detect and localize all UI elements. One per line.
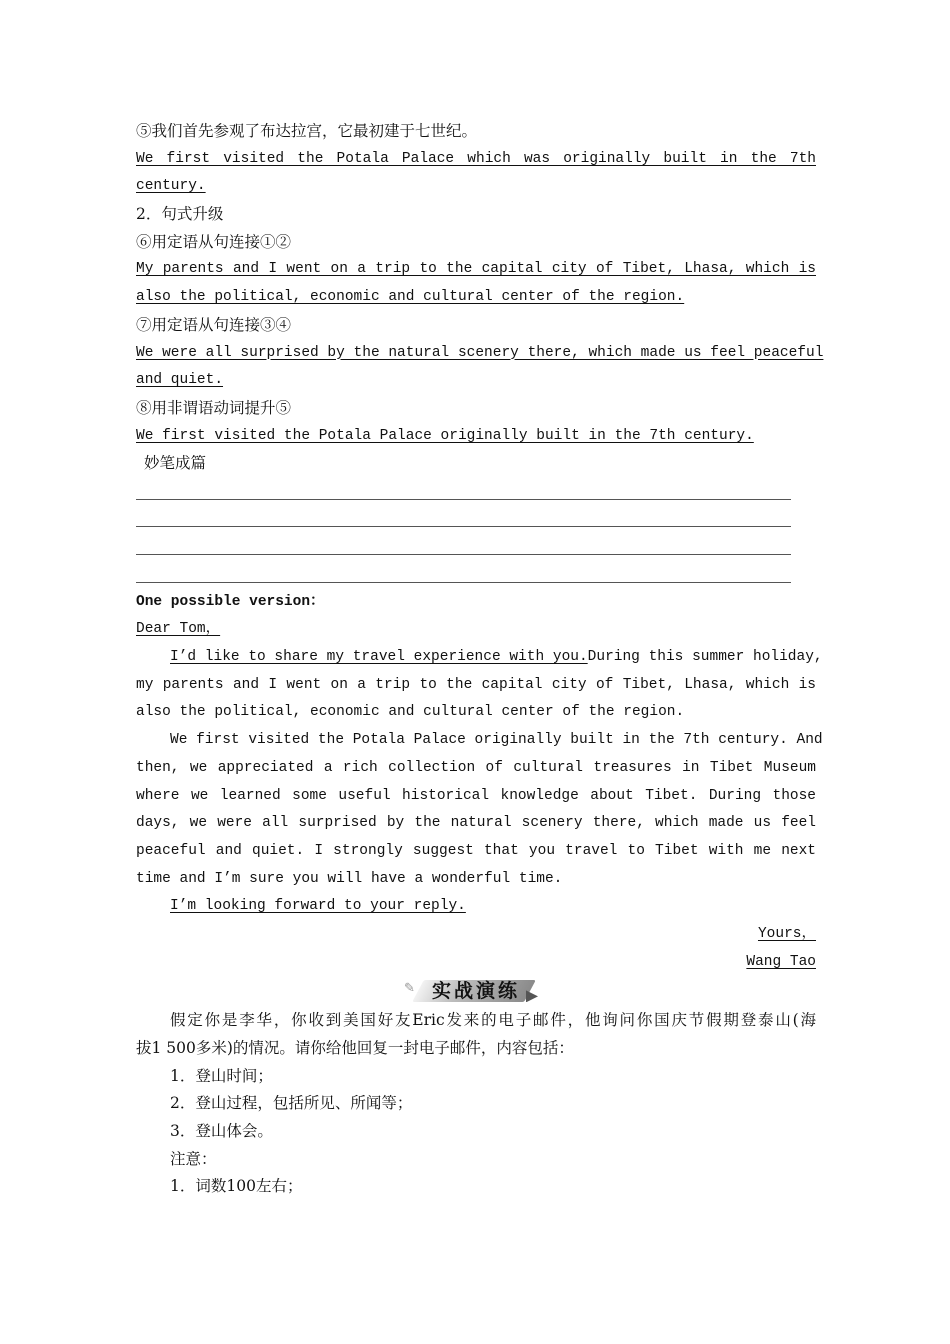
writing-blank-line [136,478,816,506]
letter-signature: Wang Tao [746,953,816,970]
letter-greeting: Dear Tom， [136,621,221,638]
document-page [136,118,824,1201]
writing-heading: 妙笔成篇 [144,454,207,473]
writing-blank-line [136,506,816,534]
letter-closing-line: I’m looking forward to your reply. [170,898,466,915]
answer-8-line1: We first visited the Potala Palace originally built in the 7th century. [136,427,754,444]
version-heading: One possible version： [136,593,325,610]
answer-7-line1: We were all surprised by the natural scenery there, which made us feel peaceful [136,344,824,361]
banner-arrow-icon [526,990,538,1002]
task-item-2: 2．登山过程，包括所见、所闻等； [170,1094,413,1113]
letter-sign-off: Yours， [757,925,816,942]
task-item-1: 1．登山时间； [170,1066,273,1085]
task-line2: 拔1 500多米)的情况。请你给他回复一封电子邮件，内容包括： [136,1039,574,1057]
exercise-6-prompt: ⑥用定语从句连接①② [136,232,292,251]
letter-p1-line2: my parents and I went on a trip to the capital city of Tibet, Lhasa, which is [136,676,816,693]
pencil-icon: ✎ [404,981,415,997]
answer-6-line1: My parents and I went on a trip to the capital city of Tibet, Lhasa, which is [136,261,816,278]
answer-6-line2: also the political, economic and cultural center of the region. [136,289,685,306]
section-title: 实战演练 [431,980,520,1003]
letter-p1-line3: also the political, economic and cultural center of the region. [136,704,685,721]
task-item-3: 3．登山体会。 [170,1122,273,1141]
practice-section-banner [136,976,816,1007]
task-line1: 假定你是李华，你收到美国好友Eric发来的电子邮件，他询问你国庆节假期登泰山(海 [170,1011,816,1030]
letter-p2-line3: where we learned some useful historical knowledge about Tibet. During those [136,787,816,804]
task-note-heading: 注意： [170,1149,217,1168]
answer-7-line2: and quiet. [136,372,224,389]
task-note-1: 1．词数100左右； [170,1177,303,1196]
writing-blank-line [136,561,816,589]
exercise-7-prompt: ⑦用定语从句连接③④ [136,315,292,334]
answer-5-line1: We first visited the Potala Palace which was originally built in the 7th [136,150,816,167]
letter-p2-line4: days, we were all surprised by the natural scenery there, which made us feel [136,815,816,832]
letter-p2-line6: time and I’m sure you will have a wonderful time. [136,870,563,887]
writing-blank-line [136,533,816,561]
letter-p2-line1: We first visited the Potala Palace originally built in the 7th century. And [170,732,823,749]
letter-p1-line1: I’d like to share my travel experience with you.During this summer holiday, [170,649,823,666]
section-sentence-upgrade: 2．句式升级 [136,205,224,224]
exercise-5-prompt: ⑤我们首先参观了布达拉宫，它最初建于七世纪。 [136,122,478,140]
answer-5-line2: century. [136,178,206,195]
letter-p2-line2: then, we appreciated a rich collection of cultural treasures in Tibet Museum [136,759,816,776]
exercise-8-prompt: ⑧用非谓语动词提升⑤ [136,398,292,417]
letter-p2-line5: peaceful and quiet. I strongly suggest that you travel to Tibet with me next [136,842,816,859]
